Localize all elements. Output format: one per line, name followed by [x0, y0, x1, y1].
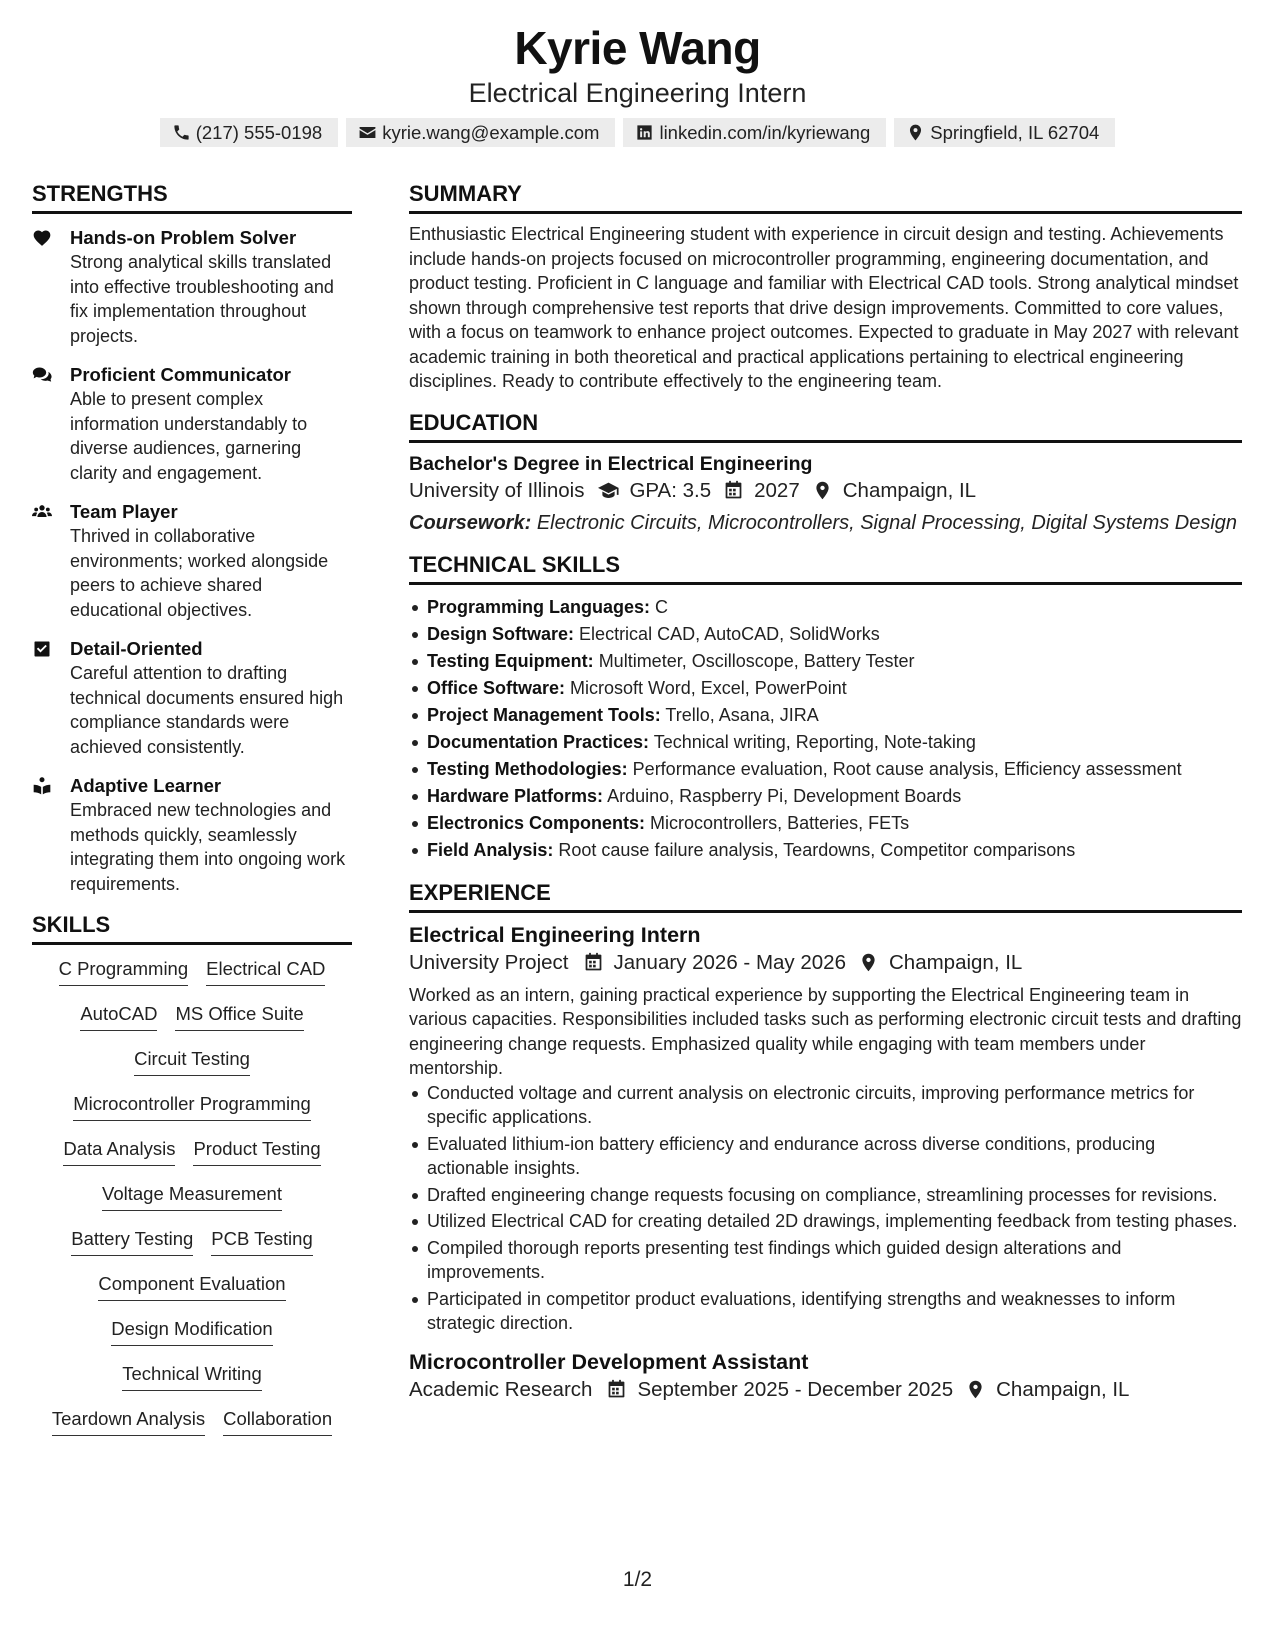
skill-tag: MS Office Suite	[175, 1002, 303, 1031]
job-org: Academic Research	[409, 1377, 593, 1401]
list-item	[409, 783, 1242, 810]
users-icon	[32, 502, 52, 522]
gpa: GPA: 3.5	[629, 478, 712, 502]
skill-value: Root cause failure analysis, Teardowns, Competitor comparisons	[558, 839, 1076, 860]
map-pin-icon	[812, 480, 833, 501]
list-item	[409, 648, 1242, 675]
skill-value: Performance evaluation, Root cause analysis, Efficiency assessment	[632, 758, 1182, 779]
list-item: Utilized Electrical CAD for creating detailed 2D drawings, implementing feedback from testing phases.	[409, 1209, 1242, 1234]
strength-item	[32, 774, 352, 896]
heart-icon	[32, 228, 52, 248]
calendar-icon	[583, 952, 604, 973]
contact-email[interactable]	[346, 118, 615, 147]
strength-desc: Able to present complex information understandably to diverse audiences, garnering clarity and engagement.	[70, 389, 308, 483]
job-dates: September 2025 - December 2025	[637, 1377, 954, 1401]
skill-tag: Teardown Analysis	[52, 1407, 205, 1436]
linkedin-icon	[635, 123, 654, 142]
technical-skills-heading: TECHNICAL SKILLS	[409, 551, 1242, 585]
skill-label: Office Software:	[427, 677, 566, 698]
skill-label: Testing Methodologies:	[427, 758, 628, 779]
summary-text: Enthusiastic Electrical Engineering student with experience in circuit design and testing. Achievements include hands-on projects focused on microcontroller programming, engineering documentation, and product testing. Proficient in C language and familiar with Electrical CAD tools. Strong analytical mindset shown through comprehensive test reports that drive design improvements. Committed to core values, with a focus on teamwork to enhance project outcomes. Expected to graduate in May 2027 with relevant academic training in both theoretical and practical applications pertaining to electrical engineering disciplines. Ready to contribute effectively to the engineering team.	[409, 224, 1239, 391]
summary-section	[409, 180, 1242, 394]
linkedin-text: linkedin.com/in/kyriewang	[659, 121, 871, 143]
list-item	[409, 594, 1242, 621]
experience-heading: EXPERIENCE	[409, 879, 1242, 913]
strengths-list	[32, 226, 352, 896]
map-pin-icon	[965, 1379, 986, 1400]
calendar-icon	[723, 480, 744, 501]
calendar-icon	[606, 1379, 627, 1400]
skill-value: Electrical CAD, AutoCAD, SolidWorks	[579, 623, 880, 644]
skill-label: Project Management Tools:	[427, 704, 661, 725]
page-number: 1/2	[622, 1568, 653, 1591]
technical-skills-list	[409, 594, 1242, 864]
job-title: Microcontroller Development Assistant	[409, 1349, 809, 1374]
coursework-list: Electronic Circuits, Microcontrollers, Signal Processing, Digital Systems Design	[536, 511, 1238, 534]
school-name: University of Illinois	[409, 478, 585, 502]
phone-text: (217) 555-0198	[195, 121, 323, 143]
list-item	[409, 675, 1242, 702]
job-title: Electrical Engineering Intern	[409, 922, 701, 947]
strength-item	[32, 637, 352, 759]
strength-desc: Strong analytical skills translated into effective troubleshooting and fix implementation throughout projects.	[70, 252, 334, 346]
job-location: Champaign, IL	[996, 1377, 1130, 1401]
check-square-icon	[32, 639, 52, 659]
education-location: Champaign, IL	[842, 478, 977, 502]
skill-tag: Component Evaluation	[98, 1272, 285, 1301]
right-column	[409, 180, 1242, 1404]
contact-phone[interactable]	[160, 118, 339, 147]
degree-title: Bachelor's Degree in Electrical Engineering	[409, 452, 813, 475]
list-item	[409, 756, 1242, 783]
job-entry	[409, 1348, 1242, 1404]
envelope-icon	[358, 123, 377, 142]
strength-item	[32, 500, 352, 622]
resume-header	[0, 22, 1275, 147]
job-org: University Project	[409, 950, 569, 974]
list-item: Compiled thorough reports presenting test findings which guided design alterations and improvements.	[409, 1236, 1242, 1285]
map-pin-icon	[858, 952, 879, 973]
skill-tag: Collaboration	[223, 1407, 332, 1436]
strength-title: Detail-Oriented	[70, 638, 203, 659]
email-text: kyrie.wang@example.com	[382, 121, 600, 143]
coursework	[409, 511, 1242, 536]
skill-value: Multimeter, Oscilloscope, Battery Tester	[598, 650, 915, 671]
job-bullets	[409, 1081, 1242, 1336]
list-item: Participated in competitor product evaluations, identifying strengths and weaknesses to inform strategic direction.	[409, 1287, 1242, 1336]
strength-item	[32, 363, 352, 485]
list-item	[409, 729, 1242, 756]
list-item	[409, 837, 1242, 864]
list-item	[409, 621, 1242, 648]
left-column	[32, 180, 352, 1452]
strengths-heading: STRENGTHS	[32, 180, 352, 214]
skill-value: Technical writing, Reporting, Note-taking	[653, 731, 976, 752]
strength-desc: Embraced new technologies and methods quickly, seamlessly integrating them into ongoing work requirements.	[70, 800, 346, 894]
skill-label: Electronics Components:	[427, 812, 646, 833]
skill-value: C	[655, 596, 669, 617]
map-pin-icon	[906, 123, 925, 142]
skill-tag: Data Analysis	[63, 1137, 175, 1166]
list-item: Evaluated lithium-ion battery efficiency and endurance across diverse conditions, producing actionable insights.	[409, 1132, 1242, 1181]
location-text: Springfield, IL 62704	[930, 121, 1100, 143]
strength-title: Adaptive Learner	[70, 775, 222, 796]
skill-tag: Technical Writing	[122, 1362, 262, 1391]
education-heading: EDUCATION	[409, 409, 1242, 443]
strength-title: Hands-on Problem Solver	[70, 227, 297, 248]
book-reader-icon	[32, 776, 52, 796]
contact-linkedin[interactable]	[623, 118, 886, 147]
skill-tag: Design Modification	[111, 1317, 272, 1346]
job-description: Worked as an intern, gaining practical experience by supporting the Electrical Engineering team in various capacities. Responsibilities included tasks such as performing electronic circuit tests and drafting engineering change requests. Emphasized quality while engaging with team members under mentorship.	[409, 984, 1242, 1078]
candidate-title: Electrical Engineering Intern	[468, 78, 807, 108]
graduation-year: 2027	[754, 478, 800, 502]
graduation-cap-icon	[598, 480, 619, 501]
chat-bubbles-icon	[32, 365, 52, 385]
skill-tag: AutoCAD	[80, 1002, 157, 1031]
strength-desc: Careful attention to drafting technical documents ensured high compliance standards were achieved consistently.	[70, 663, 344, 757]
skill-label: Documentation Practices:	[427, 731, 650, 752]
skill-tag: Voltage Measurement	[102, 1182, 282, 1211]
list-item: Conducted voltage and current analysis on electronic circuits, improving performance metrics for specific applications.	[409, 1081, 1242, 1130]
job-location: Champaign, IL	[888, 950, 1023, 974]
experience-section	[409, 879, 1242, 1404]
coursework-label: Coursework:	[409, 511, 532, 534]
skill-value: Microcontrollers, Batteries, FETs	[650, 812, 910, 833]
skill-label: Programming Languages:	[427, 596, 651, 617]
skill-value: Trello, Asana, JIRA	[665, 704, 819, 725]
job-dates: January 2026 - May 2026	[613, 950, 846, 974]
strength-title: Proficient Communicator	[70, 364, 291, 385]
list-item: Drafted engineering change requests focusing on compliance, streamlining processes for revisions.	[409, 1183, 1242, 1208]
skill-label: Testing Equipment:	[427, 650, 594, 671]
skill-label: Hardware Platforms:	[427, 785, 604, 806]
skills-heading: SKILLS	[32, 911, 352, 945]
list-item	[409, 810, 1242, 837]
summary-heading: SUMMARY	[409, 180, 1242, 214]
skill-tag: Battery Testing	[71, 1227, 193, 1256]
skill-tag: Electrical CAD	[206, 957, 325, 986]
skills-section	[32, 911, 352, 1452]
list-item	[409, 702, 1242, 729]
skill-tag: Circuit Testing	[134, 1047, 250, 1076]
job-meta	[409, 1376, 1242, 1404]
strength-desc: Thrived in collaborative environments; worked alongside peers to achieve shared educational objectives.	[70, 526, 329, 620]
contact-location[interactable]	[894, 118, 1115, 147]
skill-tag: Product Testing	[193, 1137, 320, 1166]
phone-icon	[172, 123, 191, 142]
skill-tag: Microcontroller Programming	[73, 1092, 310, 1121]
job-meta	[409, 949, 1242, 977]
contact-bar	[0, 118, 1275, 147]
skill-value: Microsoft Word, Excel, PowerPoint	[570, 677, 847, 698]
strength-title: Team Player	[70, 501, 178, 522]
skill-label: Design Software:	[427, 623, 575, 644]
job-entry	[409, 921, 1242, 1336]
skill-tag: PCB Testing	[211, 1227, 312, 1256]
strength-item	[32, 226, 352, 348]
skill-value: Arduino, Raspberry Pi, Development Boards	[607, 785, 962, 806]
technical-skills-section	[409, 551, 1242, 864]
education-section	[409, 409, 1242, 536]
skills-list	[32, 957, 352, 1452]
skill-tag: C Programming	[59, 957, 189, 986]
education-meta	[409, 477, 1242, 505]
skill-label: Field Analysis:	[427, 839, 554, 860]
candidate-name: Kyrie Wang	[514, 22, 761, 74]
